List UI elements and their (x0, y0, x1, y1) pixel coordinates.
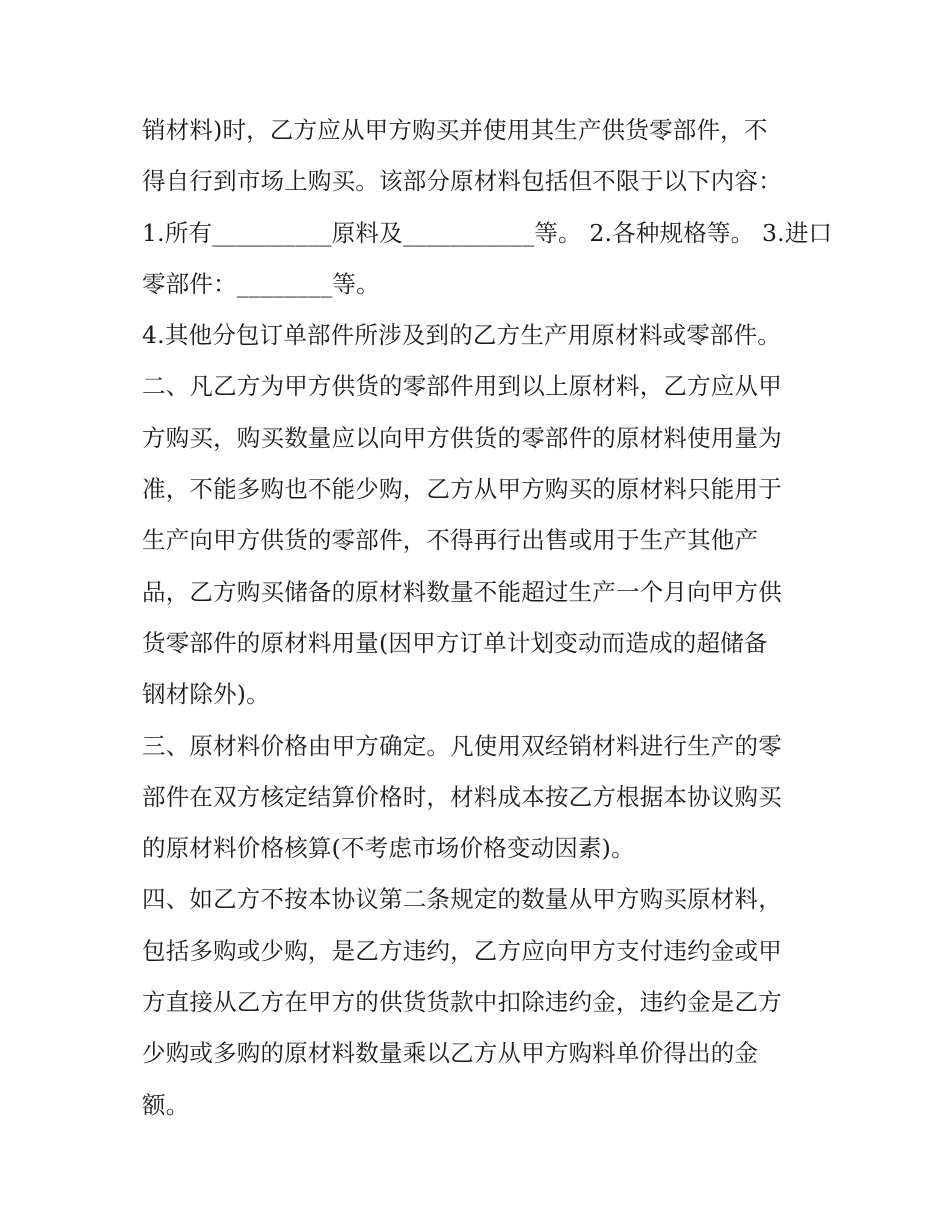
document-body (142, 105, 833, 1131)
text-line: 得自行到市场上购买。该部分原材料包括但不限于以下内容： (142, 167, 782, 196)
text-line: 品，乙方购买储备的原材料数量不能超过生产一个月向甲方供 (142, 577, 782, 606)
text-line: 二、凡乙方为甲方供货的零部件用到以上原材料，乙方应从甲 (142, 372, 782, 401)
text-line: 生产向甲方供货的零部件，不得再行出售或用于生产其他产 (142, 526, 759, 555)
text-line: 方直接从乙方在甲方的供货货款中扣除违约金，违约金是乙方 (142, 988, 782, 1017)
text-line: 少购或多购的原材料数量乘以乙方从甲方购料单价得出的金 (142, 1039, 759, 1068)
text-line: 4.其他分包订单部件所涉及到的乙方生产用原材料或零部件。 (142, 321, 782, 350)
text-line: 四、如乙方不按本协议第二条规定的数量从甲方购买原材料， (142, 885, 782, 914)
text-line: 1.所有__________原料及___________等。 2.各种规格等。 3.进口 (142, 218, 833, 247)
text-line: 方购买，购买数量应以向甲方供货的零部件的原材料使用量为 (142, 423, 782, 452)
text-line: 的原材料价格核算(不考虑市场价格变动因素)。 (142, 834, 635, 863)
text-line: 三、原材料价格由甲方确定。凡使用双经销材料进行生产的零 (142, 731, 782, 760)
text-line: 零部件：________等。 (142, 269, 380, 298)
text-line: 销材料)时，乙方应从甲方购买并使用其生产供货零部件，不 (142, 116, 768, 144)
text-line: 额。 (142, 1090, 190, 1119)
text-line: 部件在双方核定结算价格时，材料成本按乙方根据本协议购买 (142, 782, 782, 811)
text-line: 钢材除外)。 (142, 680, 270, 709)
text-line: 准，不能多购也不能少购，乙方从甲方购买的原材料只能用于 (142, 475, 782, 504)
text-line: 包括多购或少购，是乙方违约，乙方应向甲方支付违约金或甲 (142, 936, 782, 965)
text-line: 货零部件的原材料用量(因甲方订单计划变动而造成的超储备 (142, 628, 768, 657)
